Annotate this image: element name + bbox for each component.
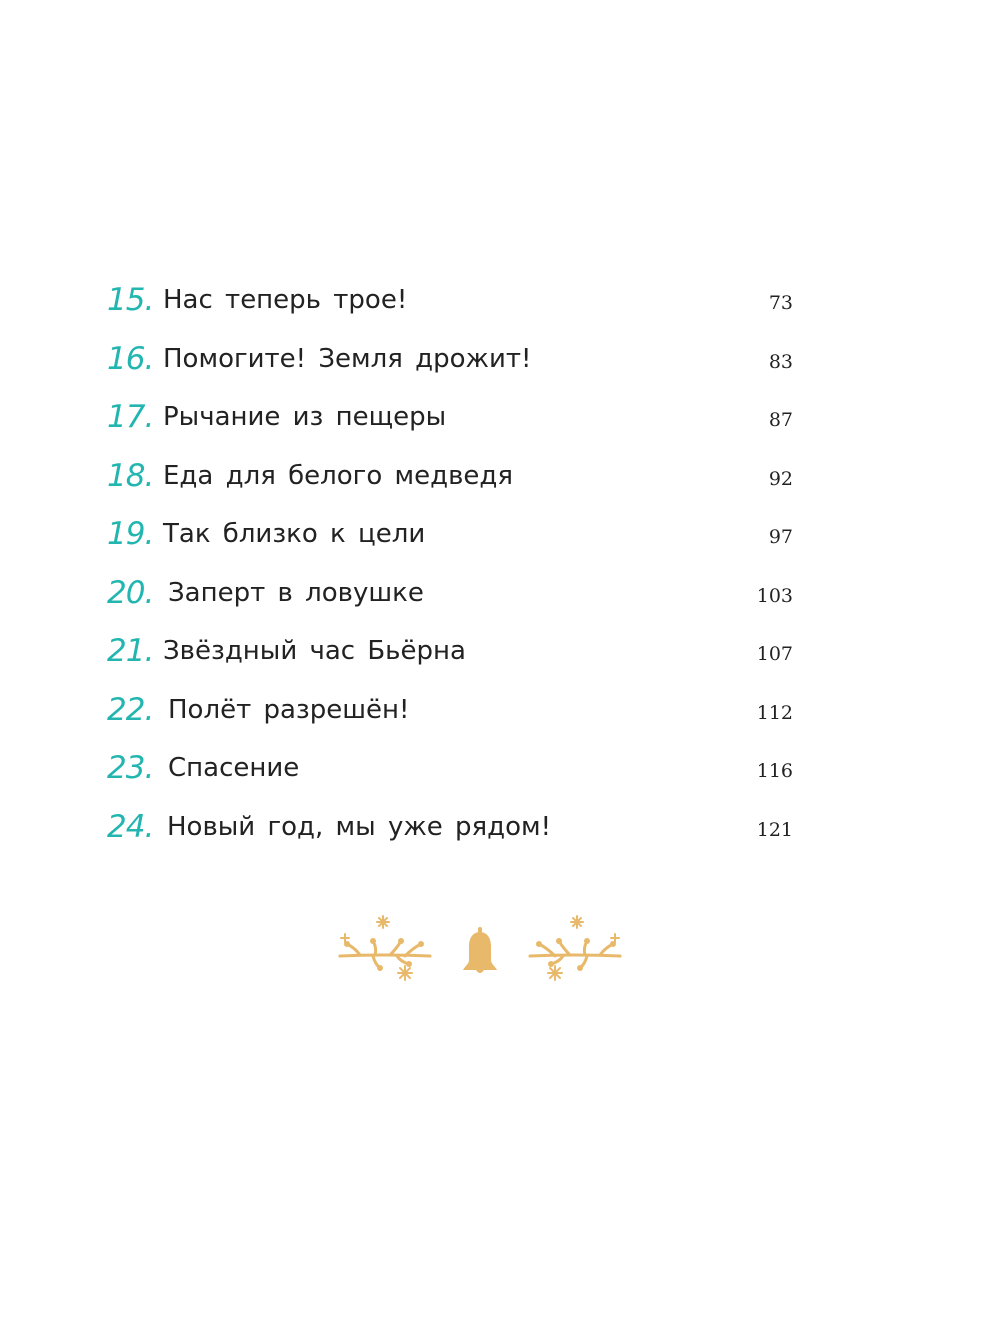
page-number: 121: [756, 819, 793, 841]
chapter-number: 19.: [107, 516, 154, 552]
chapter-number: 20.: [107, 575, 154, 611]
toc-entry: [0, 514, 1000, 554]
chapter-number: 15.: [107, 282, 154, 318]
page-number: 87: [768, 409, 793, 431]
toc-entry: [0, 339, 1000, 379]
page-number: 103: [756, 585, 793, 607]
branch-left-icon: [340, 941, 430, 968]
chapter-title: Заперт в ловушке: [168, 578, 424, 608]
chapter-number: 22.: [107, 692, 154, 728]
page-number: 107: [756, 643, 793, 665]
chapter-title: Полёт разрешён!: [168, 695, 410, 725]
toc-entry: [0, 748, 1000, 788]
chapter-number: 23.: [107, 750, 154, 786]
chapter-title: Спасение: [168, 753, 300, 783]
chapter-title: Нас теперь трое!: [163, 285, 408, 315]
page-number: 73: [768, 292, 793, 314]
chapter-number: 18.: [107, 458, 154, 494]
chapter-number: 16.: [107, 341, 154, 377]
toc-entry: [0, 631, 1000, 671]
chapter-title: Рычание из пещеры: [163, 402, 447, 432]
toc-entry: [0, 456, 1000, 496]
page-number: 112: [756, 702, 793, 724]
chapter-number: 24.: [107, 809, 154, 845]
toc-entry: [0, 573, 1000, 613]
chapter-title: Еда для белого медведя: [163, 461, 514, 491]
page-number: 92: [768, 468, 793, 490]
toc-entry: [0, 280, 1000, 320]
chapter-title: Звёздный час Бьёрна: [163, 636, 466, 666]
page-number: 83: [768, 351, 793, 373]
page-number: 97: [768, 526, 793, 548]
bell-icon: [463, 932, 497, 973]
chapter-title: Новый год, мы уже рядом!: [167, 812, 552, 842]
branch-right-icon: [530, 916, 620, 980]
toc-entry: [0, 690, 1000, 730]
toc-entry: [0, 397, 1000, 437]
decorative-ornament: [335, 908, 625, 988]
chapter-number: 21.: [107, 633, 154, 669]
toc-entry: [0, 807, 1000, 847]
chapter-number: 17.: [107, 399, 154, 435]
chapter-title: Так близко к цели: [163, 519, 426, 549]
chapter-title: Помогите! Земля дрожит!: [163, 344, 532, 374]
page-number: 116: [756, 760, 793, 782]
